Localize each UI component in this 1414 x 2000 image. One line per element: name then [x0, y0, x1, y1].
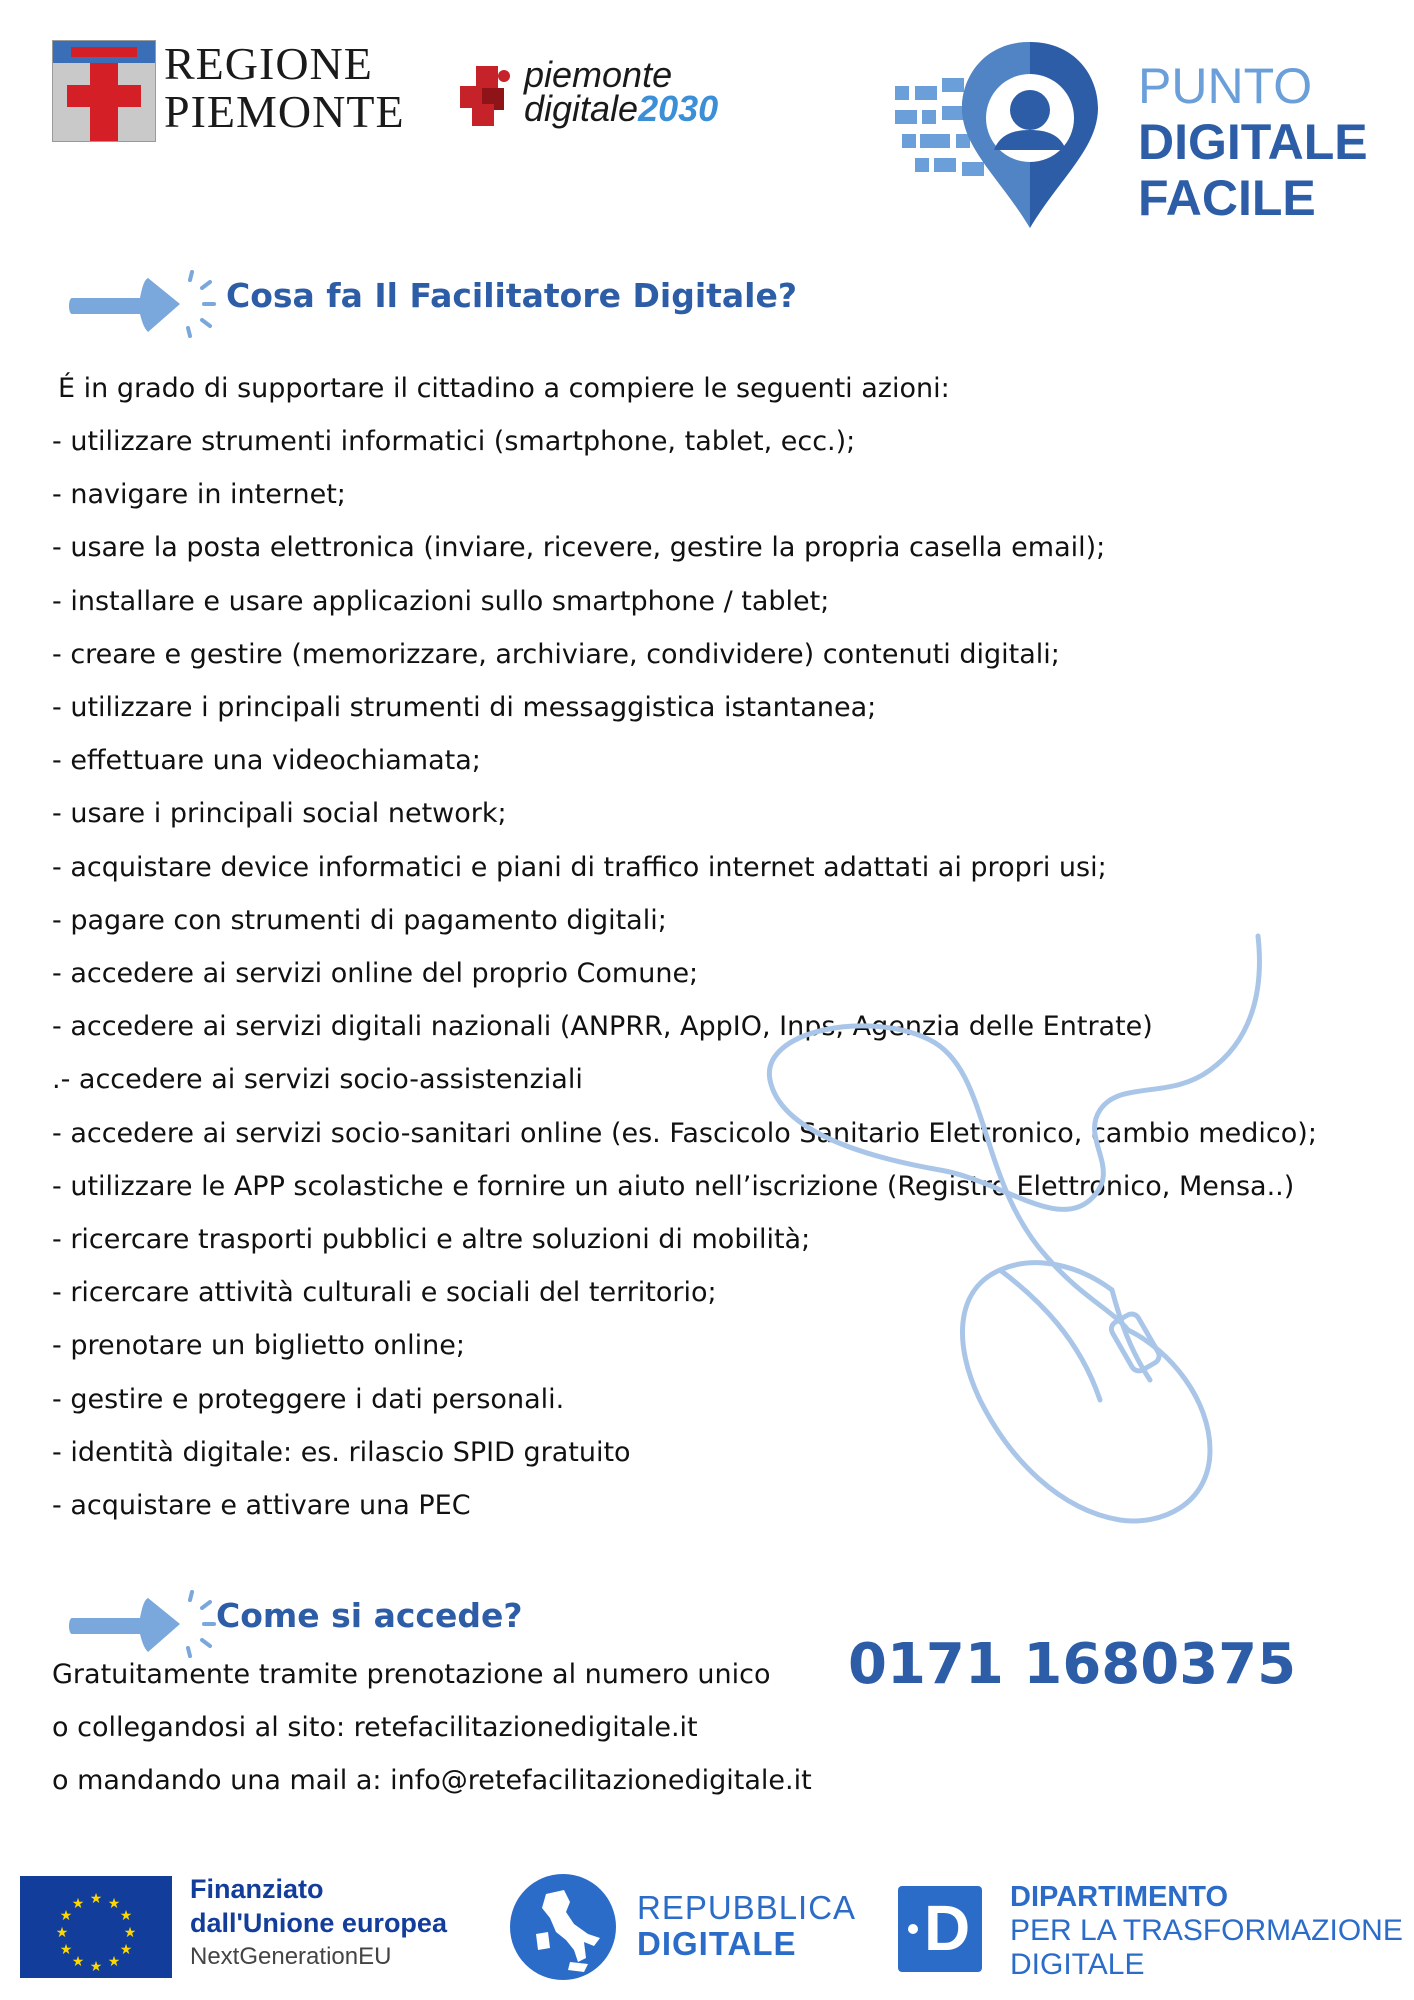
list-item: - utilizzare le APP scolastiche e fornire un aiuto nell’iscrizione (Registro Elettronico, Mensa..): [52, 1170, 1295, 1202]
digitale-line: DIGITALE: [1010, 1948, 1145, 1981]
piemonte-digitale-2030-logo: [458, 56, 768, 136]
puzzle-icon: [458, 64, 518, 128]
section-title-come-si-accede: Come si accede?: [216, 1596, 523, 1635]
list-item: - acquistare device informatici e piani di traffico internet adattati ai propri usi;: [52, 851, 1107, 883]
location-pin-person-icon: [890, 38, 1130, 238]
intro-text: É in grado di supportare il cittadino a compiere le seguenti azioni:: [58, 373, 950, 404]
eu-line-1: Finanziato: [190, 1874, 324, 1904]
svg-text:★: ★: [71, 1896, 85, 1912]
svg-text:★: ★: [123, 1925, 137, 1941]
regione-text: REGIONE: [164, 38, 373, 89]
dipartimento-text: [1010, 1880, 1403, 1982]
pointing-arrow-icon: [68, 270, 218, 342]
svg-text:★: ★: [59, 1908, 73, 1924]
list-item: - accedere ai servizi digitali nazionali (ANPRR, AppIO, Inps, Agenzia delle Entrate): [52, 1011, 1153, 1043]
eu-line-2: dall'Unione europea: [190, 1908, 447, 1938]
list-item: - acquistare e attivare una PEC: [52, 1490, 471, 1522]
svg-text:★: ★: [89, 1891, 103, 1907]
access-line-booking: Gratuitamente tramite prenotazione al numero unico: [52, 1659, 771, 1690]
year-text: 2030: [638, 88, 719, 129]
list-item: - prenotare un biglietto online;: [52, 1330, 465, 1362]
phone-number[interactable]: 0171 1680375: [848, 1632, 1297, 1697]
repubblica-digitale-italy-icon: [508, 1872, 618, 1982]
list-item: - navigare in internet;: [52, 479, 346, 511]
list-item: - accedere ai servizi socio-sanitari online (es. Fascicolo Sanitario Elettronico, cambio medico);: [52, 1117, 1317, 1149]
access-line-email: o mandando una mail a: info@retefacilitazionedigitale.it: [52, 1765, 812, 1797]
list-item: - ricercare attività culturali e sociali del territorio;: [52, 1277, 717, 1309]
digitale-line: DIGITALE: [637, 1925, 797, 1962]
piemonte-text: piemonte: [524, 54, 673, 95]
list-item: - effettuare una videochiamata;: [52, 745, 481, 777]
repubblica-digitale-text: [637, 1890, 856, 1962]
access-line-website: o collegandosi al sito: retefacilitazionedigitale.it: [52, 1712, 698, 1744]
punto-digitale-facile-logo: [890, 38, 1400, 238]
list-item: - gestire e proteggere i dati personali.: [52, 1383, 565, 1415]
list-item: - usare la posta elettronica (inviare, ricevere, gestire la propria casella email);: [52, 532, 1106, 564]
list-item: - identità digitale: es. rilascio SPID gratuito: [52, 1436, 631, 1468]
digitale-text: DIGITALE: [1138, 114, 1368, 170]
list-item: - utilizzare strumenti informatici (smartphone, tablet, ecc.);: [52, 426, 856, 457]
list-item: - pagare con strumenti di pagamento digitali;: [52, 904, 667, 936]
svg-text:★: ★: [119, 1942, 133, 1958]
list-item: - installare e usare applicazioni sullo smartphone / tablet;: [52, 585, 830, 617]
svg-text:★: ★: [59, 1942, 73, 1958]
list-item: - usare i principali social network;: [52, 798, 507, 830]
list-item: - ricercare trasporti pubblici e altre soluzioni di mobilità;: [52, 1224, 811, 1256]
dtd-letter: D: [924, 1892, 971, 1964]
list-item: .- accedere ai servizi socio-assistenziali: [52, 1064, 583, 1096]
repubblica-line: REPUBBLICA: [637, 1889, 857, 1926]
dipartimento-logo-icon: [898, 1886, 982, 1972]
list-item: - creare e gestire (memorizzare, archiviare, condividere) contenuti digitali;: [52, 638, 1060, 670]
eu-funding-text: [190, 1872, 447, 1974]
svg-text:★: ★: [55, 1925, 69, 1941]
list-item: - accedere ai servizi online del proprio Comune;: [52, 958, 699, 990]
digitale-text: digitale: [524, 88, 639, 129]
svg-text:★: ★: [107, 1896, 121, 1912]
access-info: [52, 1648, 812, 1808]
eu-flag-icon: [20, 1876, 172, 1978]
section-title-cosa-fa: Cosa fa Il Facilitatore Digitale?: [226, 276, 798, 315]
piemonte-text: PIEMONTE: [164, 86, 405, 137]
piemonte-flag-icon: [52, 40, 156, 142]
punto-text: PUNTO: [1138, 58, 1313, 114]
svg-text:★: ★: [89, 1959, 103, 1975]
svg-text:★: ★: [107, 1954, 121, 1970]
facile-text: FACILE: [1138, 170, 1316, 226]
dipartimento-line: DIPARTIMENTO: [1010, 1881, 1229, 1913]
computer-mouse-icon: [740, 930, 1350, 1530]
trasformazione-line: PER LA TRASFORMAZIONE: [1010, 1914, 1403, 1947]
regione-piemonte-logo: [52, 38, 405, 140]
svg-text:★: ★: [119, 1908, 133, 1924]
svg-text:★: ★: [71, 1954, 85, 1970]
list-item: - utilizzare i principali strumenti di messaggistica istantanea;: [52, 692, 877, 724]
eu-line-3: NextGenerationEU: [190, 1943, 392, 1970]
